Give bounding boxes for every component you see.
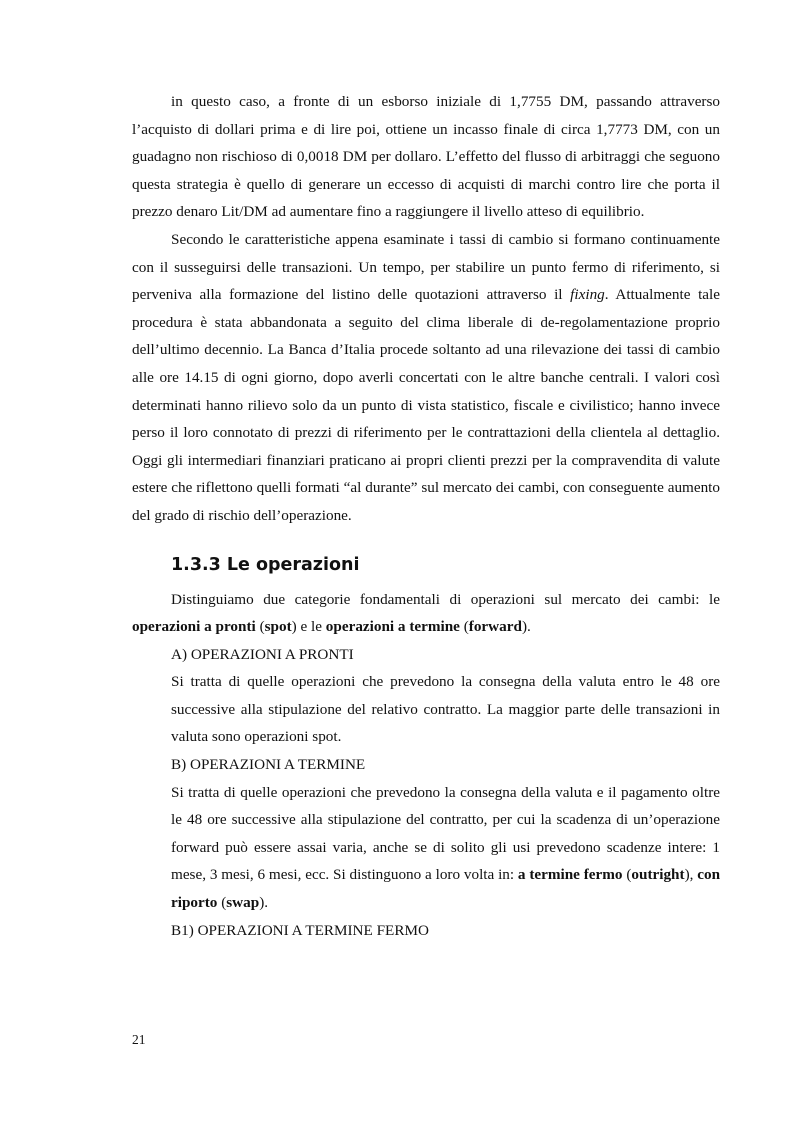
section-title: Le operazioni <box>226 554 360 575</box>
bold-term: outright <box>631 866 685 884</box>
bold-term: forward <box>468 618 522 636</box>
list-item-a-heading: A) OPERAZIONI A PRONTI <box>171 645 354 663</box>
intro-text: ) e le <box>291 618 326 636</box>
bold-term: a termine fermo <box>517 866 623 884</box>
bold-term: operazioni a pronti <box>132 618 256 636</box>
intro-text: ). <box>521 618 531 636</box>
document-page <box>132 88 720 944</box>
paragraph-text: Secondo le caratteristiche appena esaminate i tassi di cambio si formano continuamente con il susseguirsi delle transazioni. Un tempo, per stabilire un punto fermo di riferimento, si perveniva alla formazione del listino delle quotazioni attraverso il <box>132 230 720 304</box>
list-text: ( <box>217 894 227 912</box>
section-heading <box>171 552 720 578</box>
list-text: ), <box>684 866 698 884</box>
paragraph-exchange-rates <box>132 226 720 530</box>
list-item-b1-heading: B1) OPERAZIONI A TERMINE FERMO <box>171 921 429 939</box>
bold-term: con riporto <box>171 866 721 912</box>
intro-text: Distinguiamo due categorie fondamentali di operazioni sul mercato dei cambi: le <box>171 590 720 608</box>
list-text: Si tratta di quelle operazioni che prevedono la consegna della valuta e il pagamento oltre le 48 ore successive alla stipulazione del contratto, per cui la scadenza di un’operazione forward può essere assai varia, anche se di solito gli usi prevedono scadenze intere: 1 mese, 3 mesi, 6 mesi, ecc. Si distinguono a loro volta in: <box>171 783 720 884</box>
list-item-a-body: Si tratta di quelle operazioni che prevedono la consegna della valuta entro le 48 ore successive alla stipulazione del relativo contratto. La maggior parte delle transazioni in valuta sono operazioni spot. <box>171 673 720 746</box>
list-item-b-body <box>171 779 720 917</box>
list-text: ( <box>622 866 632 884</box>
list-text: ). <box>259 894 269 912</box>
paragraph-arbitrage-example: in questo caso, a fronte di un esborso iniziale di 1,7755 DM, passando attraverso l’acquisto di dollari prima e di lire poi, ottiene un incasso finale di circa 1,7773 DM, con un guadagno non rischioso di 0,0018 DM per dollaro. L’effetto del flusso di arbitraggi che seguono questa strategia è quello di generare un eccesso di acquisti di marchi contro lire che porta il prezzo denaro Lit/DM ad aumentare fino a raggiungere il livello atteso di equilibrio. <box>132 93 720 221</box>
page-number: 21 <box>132 1032 146 1047</box>
list-item-b-heading: B) OPERAZIONI A TERMINE <box>171 756 366 774</box>
bold-term: swap <box>226 894 260 912</box>
bold-term: spot <box>264 618 292 636</box>
intro-text: ( <box>255 618 265 636</box>
intro-text: ( <box>459 618 469 636</box>
italic-term-fixing: fixing <box>570 286 605 304</box>
paragraph-intro-operations <box>132 586 720 641</box>
section-number: 1.3.3 <box>171 554 221 575</box>
bold-term: operazioni a termine <box>325 618 460 636</box>
paragraph-text: . Attualmente tale procedura è stata abbandonata a seguito del clima liberale di de-regolamentazione proprio dell’ultimo decennio. La Banca d’Italia procede soltanto ad una rilevazione dei tassi di cambio alle ore 14.15 di ogni giorno, dopo averli concertati con le altre banche centrali. I valori così determinati hanno rilievo solo da un punto di vista statistico, fiscale e civilistico; hanno invece perso il loro connotato di prezzi di riferimento per le contrattazioni della clientela al dettaglio. Oggi gli intermediari finanziari praticano ai propri clienti prezzi per la compravendita di valute estere che riflettono quelli formati “al durante” sul mercato dei cambi, con conseguente aumento del grado di rischio dell’operazione. <box>132 286 720 524</box>
